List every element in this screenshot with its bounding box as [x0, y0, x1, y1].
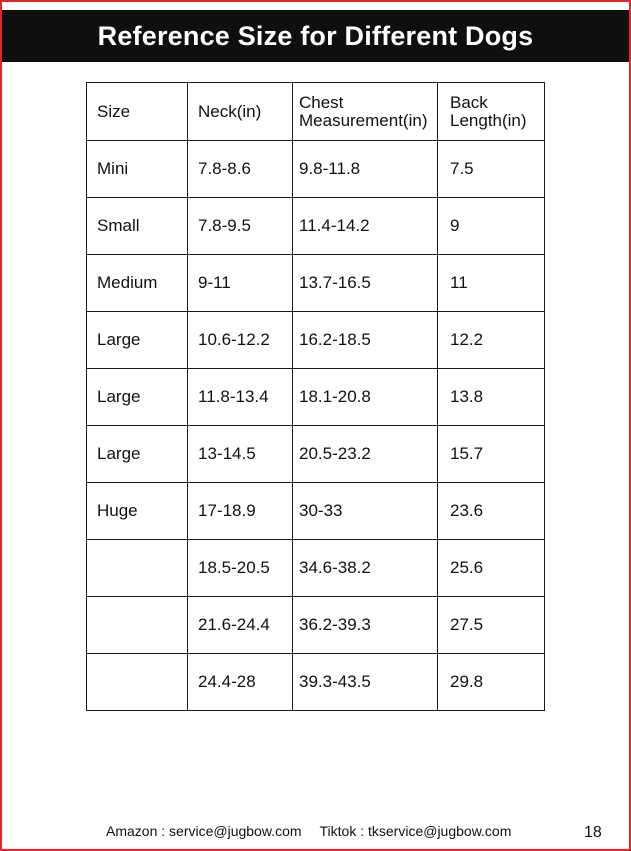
header-size: Size: [87, 83, 188, 141]
cell-chest: 18.1-20.8: [293, 369, 438, 426]
header-neck: Neck(in): [188, 83, 293, 141]
cell-back-length: 12.2: [438, 312, 545, 369]
cell-chest: 30-33: [293, 483, 438, 540]
page-number: 18: [584, 824, 602, 841]
table-row: [87, 597, 545, 654]
tiktok-contact: Tiktok : tkservice@jugbow.com: [319, 823, 512, 839]
footer-contact: [106, 823, 511, 839]
cell-size: Large: [87, 312, 188, 369]
size-reference-table: [86, 82, 545, 711]
cell-neck: 17-18.9: [188, 483, 293, 540]
cell-chest: 13.7-16.5: [293, 255, 438, 312]
cell-chest: 34.6-38.2: [293, 540, 438, 597]
cell-chest: 9.8-11.8: [293, 141, 438, 198]
cell-chest: 11.4-14.2: [293, 198, 438, 255]
table-row: [87, 426, 545, 483]
cell-back-length: 7.5: [438, 141, 545, 198]
cell-neck: 18.5-20.5: [188, 540, 293, 597]
cell-back-length: 13.8: [438, 369, 545, 426]
table-row: [87, 369, 545, 426]
cell-size: Huge: [87, 483, 188, 540]
amazon-contact: Amazon : service@jugbow.com: [106, 823, 302, 839]
table-row: [87, 255, 545, 312]
cell-chest: 36.2-39.3: [293, 597, 438, 654]
header-back-length: Back Length(in): [438, 83, 545, 141]
cell-size: Large: [87, 426, 188, 483]
cell-back-length: 9: [438, 198, 545, 255]
cell-back-length: 23.6: [438, 483, 545, 540]
table-row: [87, 540, 545, 597]
cell-size: [87, 597, 188, 654]
cell-size: Small: [87, 198, 188, 255]
cell-back-length: 29.8: [438, 654, 545, 711]
table-header-row: [87, 83, 545, 141]
cell-back-length: 11: [438, 255, 545, 312]
cell-neck: 7.8-9.5: [188, 198, 293, 255]
cell-back-length: 27.5: [438, 597, 545, 654]
cell-neck: 7.8-8.6: [188, 141, 293, 198]
cell-neck: 24.4-28: [188, 654, 293, 711]
table-row: [87, 141, 545, 198]
header-chest: Chest Measurement(in): [293, 83, 438, 141]
cell-neck: 9-11: [188, 255, 293, 312]
cell-neck: 21.6-24.4: [188, 597, 293, 654]
cell-size: [87, 654, 188, 711]
cell-chest: 16.2-18.5: [293, 312, 438, 369]
cell-back-length: 25.6: [438, 540, 545, 597]
cell-back-length: 15.7: [438, 426, 545, 483]
cell-chest: 39.3-43.5: [293, 654, 438, 711]
cell-size: [87, 540, 188, 597]
cell-neck: 13-14.5: [188, 426, 293, 483]
table-row: [87, 198, 545, 255]
table-row: [87, 312, 545, 369]
table-row: [87, 654, 545, 711]
cell-chest: 20.5-23.2: [293, 426, 438, 483]
cell-neck: 11.8-13.4: [188, 369, 293, 426]
table-row: [87, 483, 545, 540]
cell-neck: 10.6-12.2: [188, 312, 293, 369]
page-title: Reference Size for Different Dogs: [2, 10, 629, 62]
cell-size: Mini: [87, 141, 188, 198]
cell-size: Large: [87, 369, 188, 426]
cell-size: Medium: [87, 255, 188, 312]
